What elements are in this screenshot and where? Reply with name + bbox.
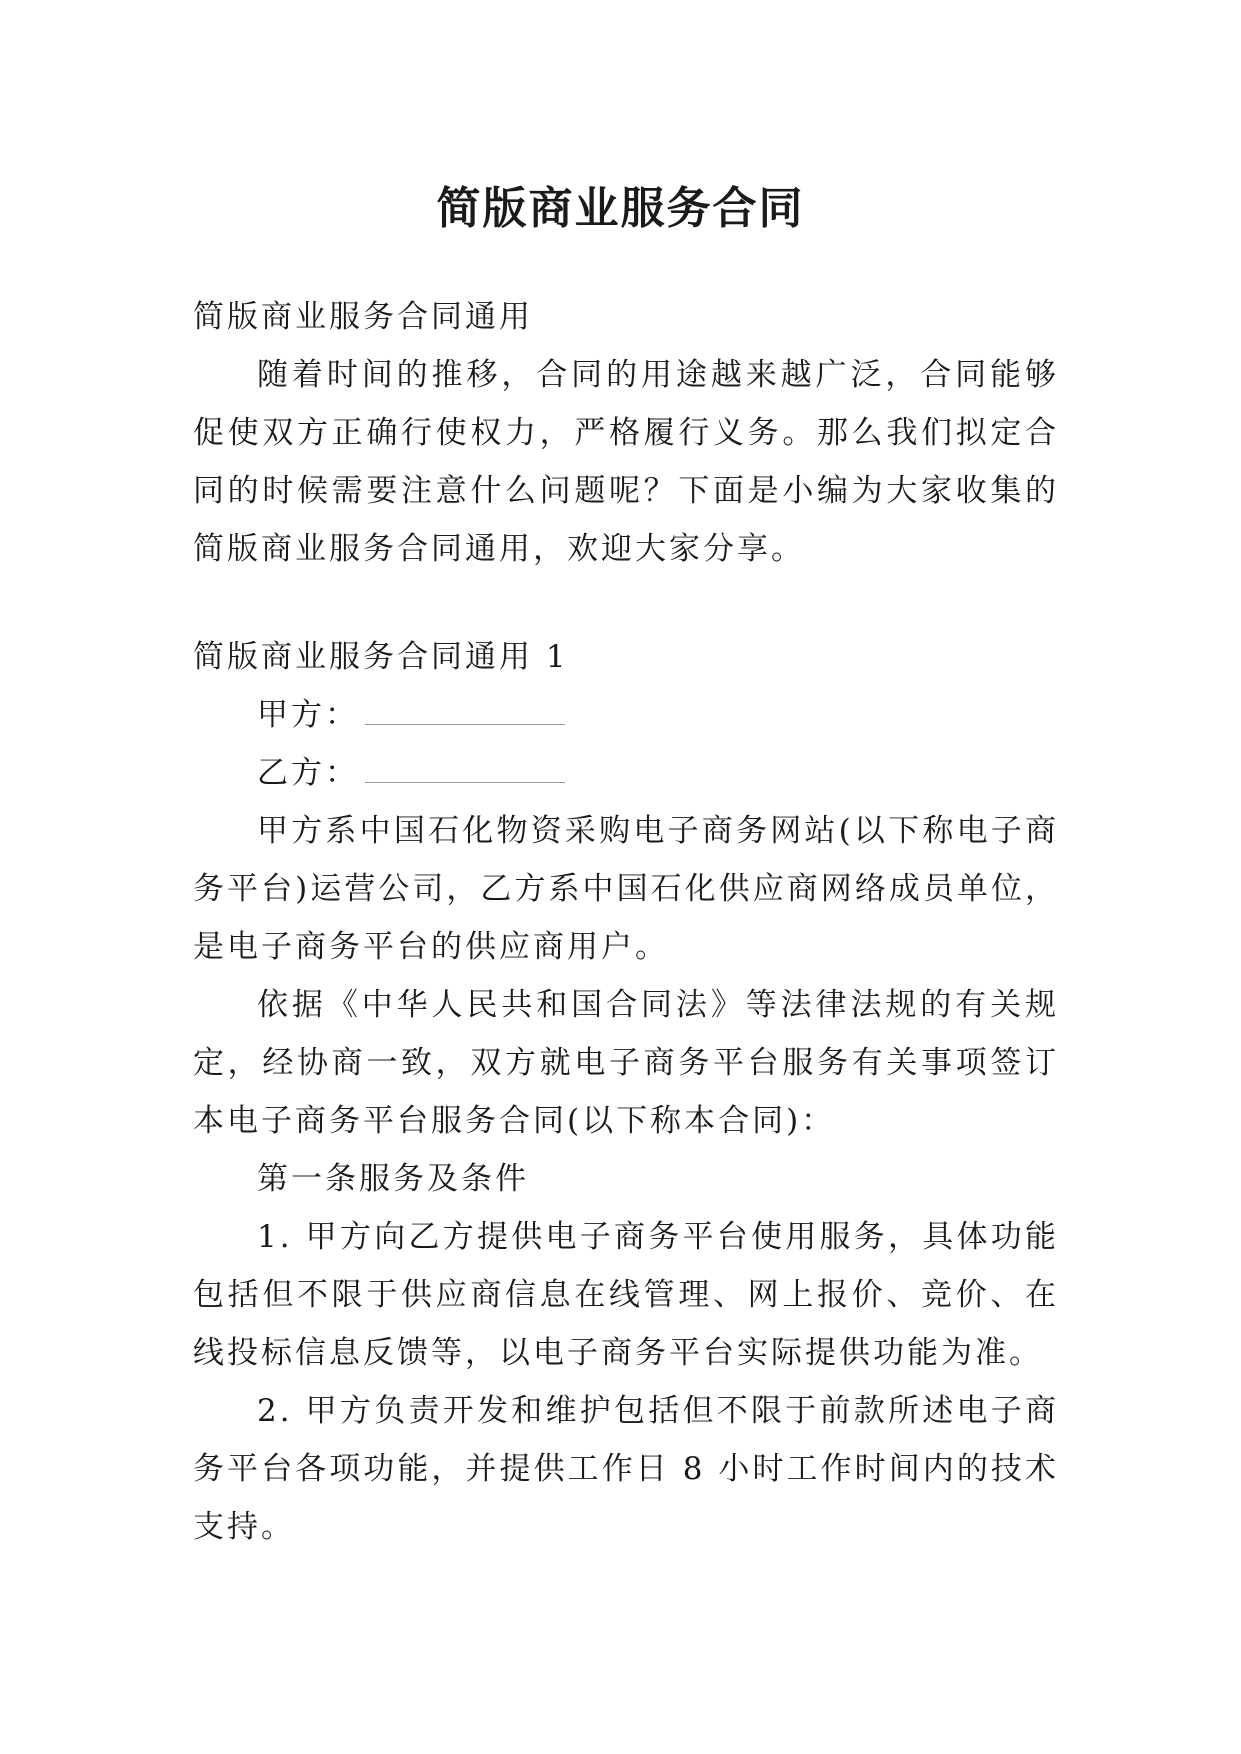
document-body: [193, 288, 1059, 1556]
intro-paragraph: 随着时间的推移，合同的用途越来越广泛，合同能够促使双方正确行使权力，严格履行义务。那么我们拟定合同的时候需要注意什么问题呢？下面是小编为大家收集的简版商业服务合同通用，欢迎大家分享。: [193, 357, 1059, 567]
party-a-blank: [365, 704, 565, 725]
party-a-label: 甲方：: [257, 697, 359, 733]
party-a-line: [193, 686, 1059, 744]
parties-paragraph: 甲方系中国石化物资采购电子商务网站(以下称电子商务平台)运营公司，乙方系中国石化供应商网络成员单位，是电子商务平台的供应商用户。: [193, 813, 1059, 965]
document-subtitle: 简版商业服务合同通用: [193, 299, 533, 335]
clause-2: 2. 甲方负责开发和维护包括但不限于前款所述电子商务平台各项功能，并提供工作日 8 小时工作时间内的技术支持。: [193, 1393, 1059, 1545]
document-title: 简版商业服务合同: [436, 183, 805, 235]
clause-1: 1. 甲方向乙方提供电子商务平台使用服务，具体功能包括但不限于供应商信息在线管理、网上报价、竞价、在线投标信息反馈等，以电子商务平台实际提供功能为准。: [193, 1219, 1059, 1371]
article-1-title: 第一条服务及条件: [257, 1161, 529, 1197]
party-b-blank: [365, 762, 565, 783]
party-b-label: 乙方：: [257, 755, 359, 791]
party-b-line: [193, 744, 1059, 802]
basis-paragraph: 依据《中华人民共和国合同法》等法律法规的有关规定，经协商一致，双方就电子商务平台服务有关事项签订本电子商务平台服务合同(以下称本合同)：: [193, 987, 1059, 1139]
section-heading: 简版商业服务合同通用 1: [193, 639, 569, 675]
